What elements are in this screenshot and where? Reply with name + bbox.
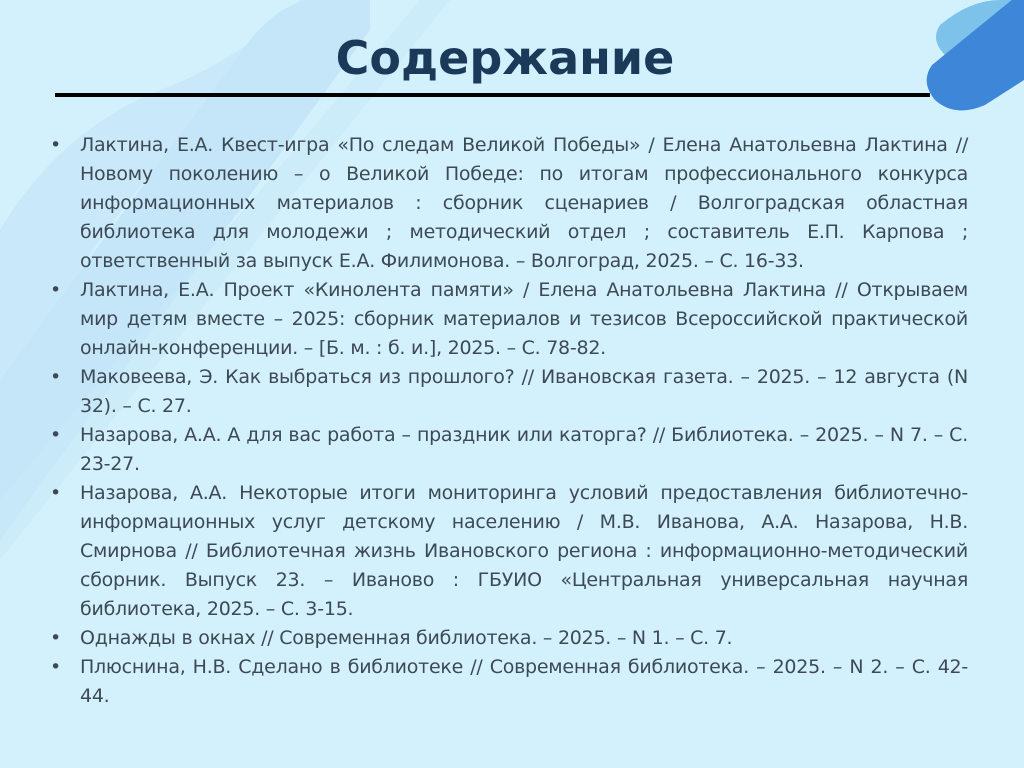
list-item: • Маковеева, Э. Как выбраться из прошлого? // Ивановская газета. – 2025. – 12 августа (N 32). – С. 27. — [50, 363, 968, 421]
title-underline — [55, 93, 930, 97]
list-item: • Однажды в окнах // Современная библиотека. – 2025. – N 1. – С. 7. — [50, 624, 968, 653]
page-title: Содержание — [335, 31, 675, 85]
list-item: • Лактина, Е.А. Квест-игра «По следам Великой Победы» / Елена Анатольевна Лактина // Новому поколению – о Великой Победе: по итогам профессионального конкурса информационных материалов : сборник сценариев / Волгоградская областная библиотека для молодежи ; методический отдел ; составитель Е.П. Карпова ; ответственный за выпуск Е.А. Филимонова. – Волгоград, 2025. – С. 16-33. — [50, 131, 968, 276]
list-item: • Назарова, А.А. Некоторые итоги мониторинга условий предоставления библиотечно-информационных услуг детскому населению / М.В. Иванова, А.А. Назарова, Н.В. Смирнова // Библиотечная жизнь Ивановского региона : информационно-методический сборник. Выпуск 23. – Иваново : ГБУИО «Центральная универсальная научная библиотека, 2025. – С. 3-15. — [50, 479, 968, 624]
list-item: • Назарова, А.А. А для вас работа – праздник или каторга? // Библиотека. – 2025. – N 7. – С. 23-27. — [50, 421, 968, 479]
list-item: • Плюснина, Н.В. Сделано в библиотеке // Современная библиотека. – 2025. – N 2. – С. 42-44. — [50, 653, 968, 711]
list-item: • Лактина, Е.А. Проект «Кинолента памяти» / Елена Анатольевна Лактина // Открываем мир детям вместе – 2025: сборник материалов и тезисов Всероссийской практической онлайн-конференции. – [Б. м. : б. и.], 2025. – С. 78-82. — [50, 276, 968, 363]
reference-list — [50, 131, 968, 711]
